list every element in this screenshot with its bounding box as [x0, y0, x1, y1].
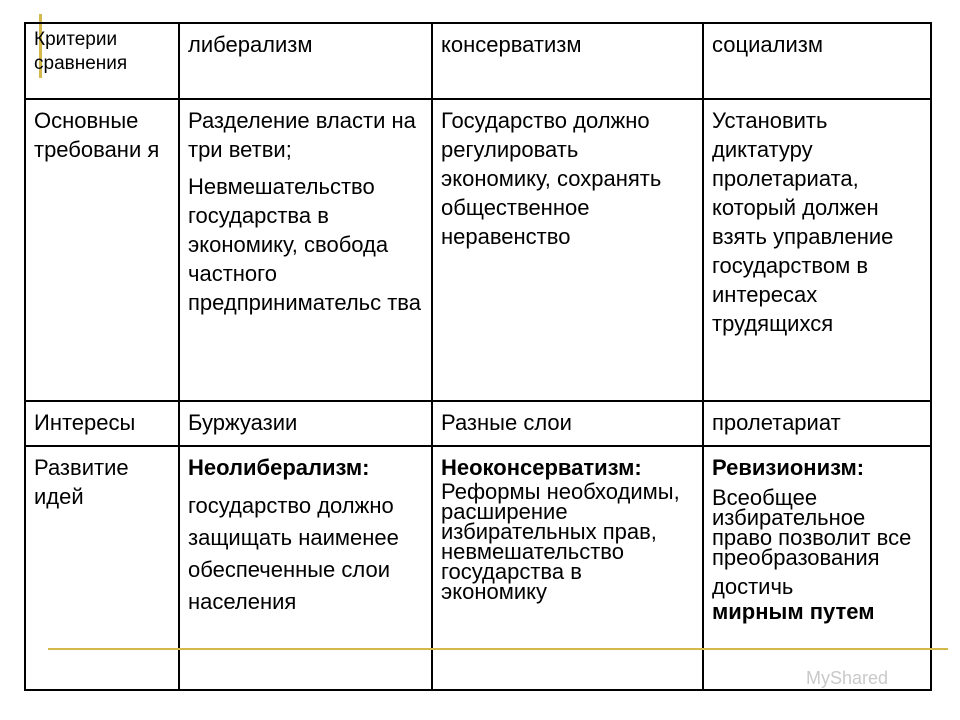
decorative-horizontal-line — [48, 648, 948, 650]
development-socialism-text: Всеобщее избирательное право позволит все преобразования — [712, 485, 912, 570]
interests-conservatism: Разные слои — [432, 401, 703, 446]
header-criteria: Критерии сравнения — [25, 23, 179, 99]
interests-label: Интересы — [25, 401, 179, 446]
development-socialism-text2: достичь — [712, 574, 794, 599]
interests-socialism: пролетариат — [703, 401, 931, 446]
requirements-liberalism-2: Невмешательство государства в экономику, свобода частного предпринимательс тва — [188, 174, 421, 315]
development-liberalism-title: Неолиберализм: — [188, 455, 370, 480]
development-socialism-title: Ревизионизм: — [712, 455, 865, 480]
development-label: Развитие идей — [25, 446, 179, 690]
interests-liberalism: Буржуазии — [179, 401, 432, 446]
development-socialism-bold-end: мирным путем — [712, 599, 875, 624]
watermark-text: MyShared — [806, 668, 889, 688]
header-socialism: социализм — [703, 23, 931, 99]
header-conservatism: консерватизм — [432, 23, 703, 99]
table-row-interests — [25, 401, 931, 446]
requirements-label: Основные требовани я — [25, 99, 179, 401]
table-row-requirements — [25, 99, 931, 401]
development-socialism — [703, 446, 931, 690]
requirements-conservatism: Государство должно регулировать экономику, сохранять общественное неравенство — [432, 99, 703, 401]
requirements-liberalism — [179, 99, 432, 401]
comparison-table — [24, 22, 932, 691]
header-liberalism: либерализм — [179, 23, 432, 99]
development-conservatism-title: Неоконсерватизм: — [441, 455, 642, 480]
header-row — [25, 23, 931, 99]
table-row-development — [25, 446, 931, 690]
development-liberalism — [179, 446, 432, 690]
development-liberalism-text: государство должно защищать наименее обеспеченные слои населения — [188, 493, 399, 614]
development-conservatism — [432, 446, 703, 690]
requirements-liberalism-1: Разделение власти на три ветви; — [188, 108, 416, 162]
requirements-socialism: Установить диктатуру пролетариата, который должен взять управление государством в интересах трудящихся — [703, 99, 931, 401]
development-conservatism-text: Реформы необходимы, расширение избирательных прав, невмешательство государства в экономику — [441, 479, 680, 604]
